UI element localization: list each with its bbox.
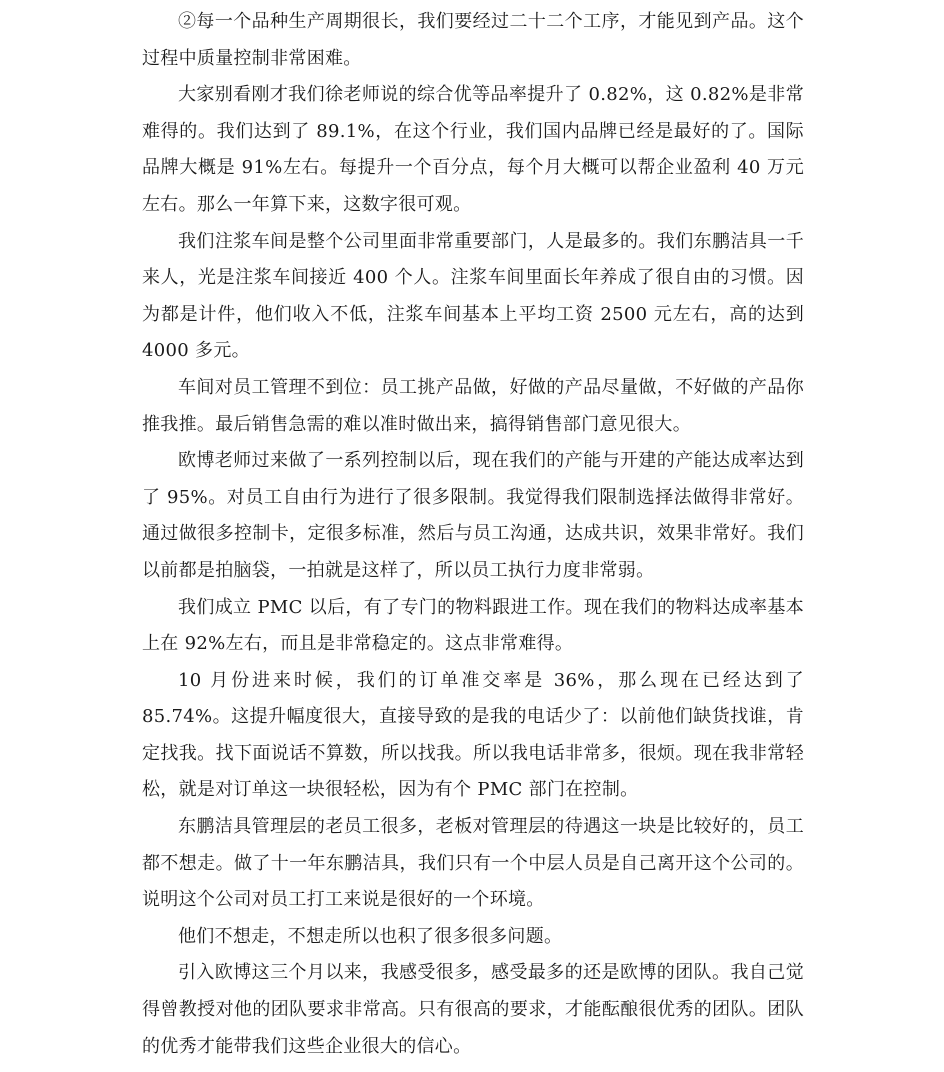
paragraph-quality-rate: 大家别看刚才我们徐老师说的综合优等品率提升了 0.82%，这 0.82%是非常难得的。我们达到了 89.1%，在这个行业，我们国内品牌已经是最好的了。国际品牌大概是 91%左右。每提升一个百分点，每个月大概可以帮企业盈利 40 万元左右。那么一年算下来，这数字很可观。 xyxy=(142,84,804,215)
paragraph-capacity-control: 欧博老师过来做了一系列控制以后，现在我们的产能与开建的产能达成率达到了 95%。对员工自由行为进行了很多限制。我觉得我们限制选择法做得非常好。通过做很多控制卡，定很多标准，然后与员工沟通，达成共识，效果非常好。我们以前都是拍脑袋，一拍就是这样了，所以员工执行力度非常弱。 xyxy=(142,450,804,581)
paragraph-workshop-management: 车间对员工管理不到位：员工挑产品做，好做的产品尽量做，不好做的产品你推我推。最后销售急需的难以准时做出来，搞得销售部门意见很大。 xyxy=(142,376,804,435)
paragraph-accumulated-problems: 他们不想走，不想走所以也积了很多很多问题。 xyxy=(178,925,563,947)
paragraph-order-delivery: 10 月份进来时候，我们的订单准交率是 36%，那么现在已经达到了 85.74%。这提升幅度很大，直接导致的是我的电话少了：以前他们缺货找谁，肯定找我。找下面说话不算数，所以找我。所以我电话非常多，很烦。现在我非常轻松，就是对订单这一块很轻松，因为有个 PMC 部门在控制。 xyxy=(142,669,804,801)
paragraph-pmc-material: 我们成立 PMC 以后，有了专门的物料跟进工作。现在我们的物料达成率基本上在 92%左右，而且是非常稳定的。这点非常难得。 xyxy=(142,596,804,655)
paragraph-team-impression: 引入欧博这三个月以来，我感受很多，感受最多的还是欧博的团队。我自己觉得曾教授对他的团队要求非常高。只有很高的要求，才能酝酿很优秀的团队。团队的优秀才能带我们这些企业很大的信心。 xyxy=(142,962,804,1057)
paragraph-grouting-workshop: 我们注浆车间是整个公司里面非常重要部门，人是最多的。我们东鹏洁具一千来人，光是注浆车间接近 400 个人。注浆车间里面长年养成了很自由的习惯。因为都是计件，他们收入不低，注浆车间基本上平均工资 2500 元左右，高的达到 4000 多元。 xyxy=(142,230,804,362)
paragraph-staff-retention: 东鹏洁具管理层的老员工很多，老板对管理层的待遇这一块是比较好的，员工都不想走。做了十一年东鹏洁具，我们只有一个中层人员是自己离开这个公司的。说明这个公司对员工打工来说是很好的一个环境。 xyxy=(142,816,804,911)
paragraph-production-cycle: ②每一个品种生产周期很长，我们要经过二十二个工序，才能见到产品。这个过程中质量控制非常困难。 xyxy=(142,11,804,69)
